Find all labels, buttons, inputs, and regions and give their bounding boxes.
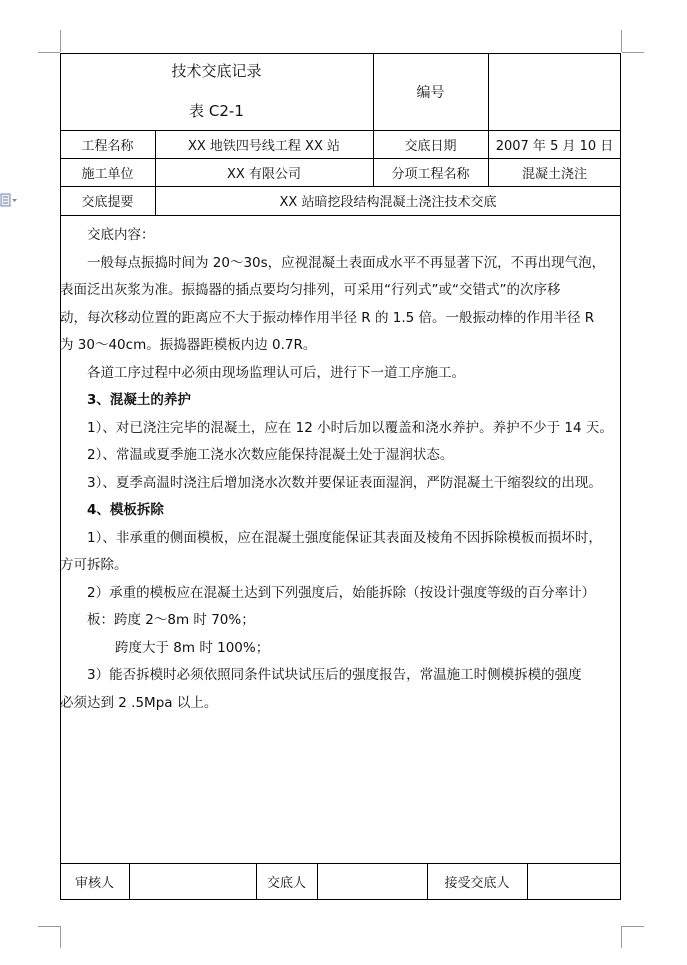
document-layout-icon[interactable] [0, 193, 18, 207]
project-name-label: 工程名称 [81, 138, 134, 154]
receiver-value[interactable] [527, 863, 621, 900]
crop-mark-top-right-h [622, 52, 644, 53]
record-title: 技术交底记录 [171, 62, 262, 80]
content-line: 动，每次移动位置的距离应不大于振动棒作用半径 R 的 1.5 倍。一般振动棒的作用半径 R [60, 309, 595, 326]
content-line: 2）承重的模板应在混凝土达到下列强度后，始能拆除（按设计强度等级的百分率计） [87, 584, 596, 601]
reviewer-value[interactable] [129, 863, 256, 900]
discloser-value[interactable] [317, 863, 427, 900]
content-line: 1）、非承重的侧面模板，应在混凝土强度能保证其表面及棱角不因拆除模板而损坏时， [87, 529, 602, 546]
reviewer-label: 审核人 [74, 876, 114, 891]
unit-label: 施工单位 [81, 166, 134, 182]
content-line: 跨度大于 8m 时 100%； [115, 639, 270, 656]
discloser-label: 交底人 [266, 876, 306, 891]
crop-mark-top-left-v [60, 30, 61, 52]
sub-project-label: 分项工程名称 [391, 166, 470, 182]
section-heading-formwork: 4、模板拆除 [87, 502, 164, 518]
unit-value: XX 有限公司 [227, 166, 301, 182]
date-label: 交底日期 [404, 138, 457, 154]
row-divider [60, 215, 621, 216]
section-heading-curing: 3、混凝土的养护 [87, 392, 191, 408]
content-line: 表面泛出灰浆为准。振捣器的插点要均匀排列，可采用“行列式”或“交错式”的次序移 [60, 282, 561, 298]
content-line: 3）、夏季高温时浇注后增加浇水次数并要保证表面湿润，严防混凝土干缩裂纹的出现。 [87, 474, 602, 491]
content-line: 方可拆除。 [60, 557, 128, 573]
receiver-label: 接受交底人 [444, 876, 510, 891]
summary-label: 交底提要 [81, 195, 134, 210]
content-line: 为 30～40cm。振捣器距模板内边 0.7R。 [60, 337, 317, 353]
project-name-value: XX 地铁四号线工程 XX 站 [187, 138, 341, 154]
crop-mark-bottom-right-h [622, 926, 644, 927]
content-line: 1）、对已浇注完毕的混凝土，应在 12 小时后加以覆盖和浇水养护。养护不少于 14 天。 [87, 419, 613, 436]
content-line: 各道工序过程中必须由现场监理认可后，进行下一道工序施工。 [87, 364, 465, 381]
crop-mark-bottom-right-v [621, 926, 622, 948]
content-line: 必须达到 2 .5Mpa 以上。 [60, 694, 218, 711]
content-line: 3）能否拆模时必须依照同条件试块试压后的强度报告，常温施工时侧模拆模的强度 [87, 667, 582, 683]
sub-project-value: 混凝土浇注 [521, 166, 587, 182]
number-label: 编号 [416, 84, 445, 101]
table-number: 表 C2-1 [189, 102, 244, 120]
date-value: 2007 年 5 月 10 日 [495, 138, 614, 154]
crop-mark-top-left-h [38, 52, 60, 53]
content-line: 板：跨度 2～8m 时 70%； [87, 612, 255, 628]
content-heading: 交底内容： [87, 227, 155, 243]
content-line: 一般每点振捣时间为 20～30s，应视混凝土表面成水平不再显著下沉，不再出现气泡， [87, 254, 606, 271]
crop-mark-bottom-left-h [38, 926, 60, 927]
content-line: 2）、常温或夏季施工浇水次数应能保持混凝土处于湿润状态。 [87, 447, 454, 463]
crop-mark-top-right-v [621, 30, 622, 52]
crop-mark-bottom-left-v [60, 926, 61, 948]
summary-value: XX 站暗挖段结构混凝土浇注技术交底 [279, 195, 497, 210]
disclosure-content [60, 222, 621, 717]
number-value[interactable] [488, 53, 621, 130]
